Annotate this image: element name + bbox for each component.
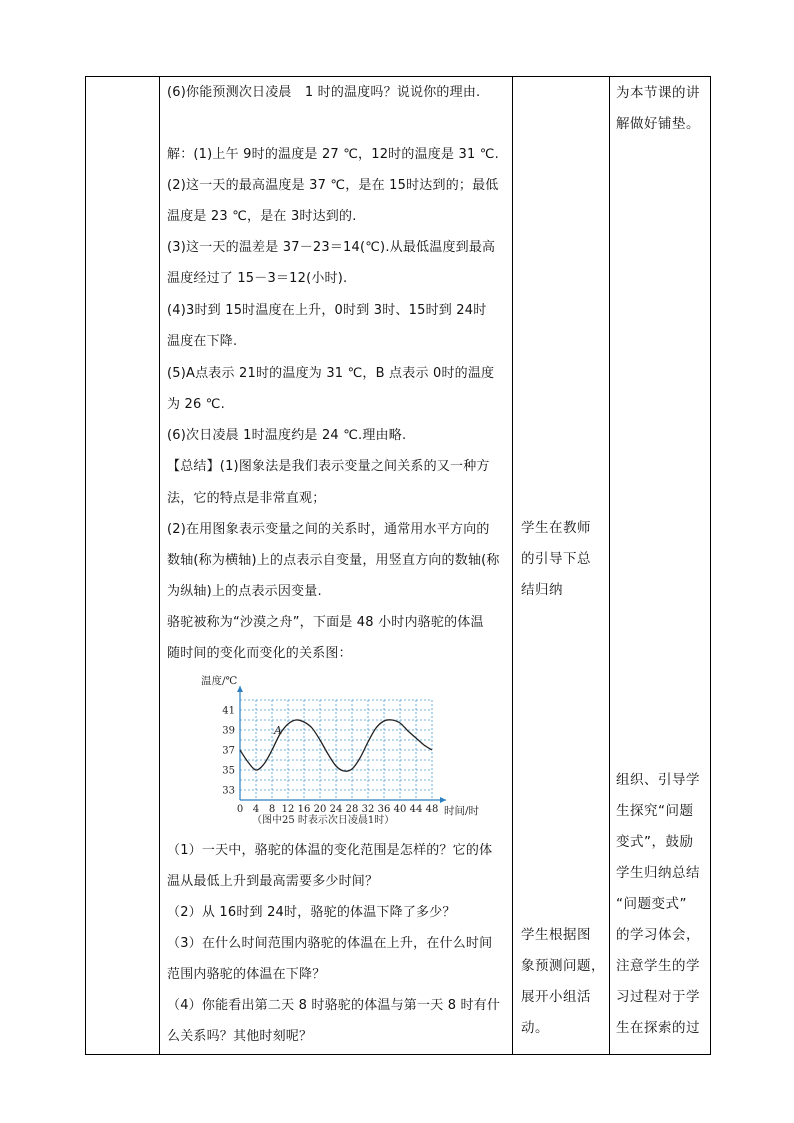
table-top-border [85, 76, 711, 77]
design-line: 的学习体会， [616, 927, 700, 943]
content-line: (6)次日凌晨 1时温度约是 24 ℃.理由略. [167, 428, 407, 443]
content-line: 温度在下降. [167, 334, 238, 349]
summary-line: 为纵轴)上的点表示因变量. [167, 584, 322, 599]
y-tick-label: 33 [222, 785, 235, 797]
design-line: “问题变式” [616, 896, 687, 912]
x-tick-label: 40 [393, 804, 407, 815]
content-line: 温度经过了 15－3＝12(小时). [167, 271, 348, 286]
x-axis-arrow [440, 797, 446, 803]
x-tick-label: 16 [297, 804, 311, 815]
student-activity-summary [521, 513, 613, 606]
y-tick-label: 37 [222, 745, 235, 757]
design-intent-top [616, 78, 708, 140]
col-border-1 [85, 76, 86, 1055]
content-line: (6)你能预测次日凌晨 1 时的温度吗？说说你的理由. [167, 85, 481, 100]
design-line: 学生归纳总结 [616, 865, 700, 881]
x-tick-label: 0 [236, 804, 244, 815]
design-line: 组织、引导学 [616, 772, 700, 788]
question-line: （2）从 16时到 24时，骆驼的体温下降了多少？ [167, 905, 456, 920]
student-line: 展开小组活 [521, 989, 591, 1005]
x-tick-label: 44 [409, 804, 423, 815]
y-axis-arrow [237, 686, 243, 692]
x-tick-label: 20 [313, 804, 327, 815]
y-tick-label: 39 [222, 725, 235, 737]
content-line: (5)A点表示 21时的温度为 31 ℃，B 点表示 0时的温度 [167, 366, 495, 381]
col-border-2 [159, 76, 160, 1055]
y-tick-label: 35 [222, 765, 235, 777]
student-line: 动。 [521, 1020, 549, 1036]
question-line: 范围内骆驼的体温在下降？ [167, 967, 326, 982]
content-line: 温度是 23 ℃，是在 3时达到的. [167, 209, 357, 224]
student-line: 的引导下总 [521, 551, 591, 567]
question-line: 么关系吗？其他时刻呢？ [167, 1029, 313, 1044]
x-tick-label: 24 [329, 804, 343, 815]
point-a-label: A [274, 724, 282, 737]
x-tick-label: 32 [361, 804, 375, 815]
chart-axes [237, 686, 446, 803]
summary-line: 法，它的特点是非常直观； [167, 491, 326, 506]
design-line: 变式”，鼓励 [616, 834, 694, 850]
content-line: 骆驼被称为“沙漠之舟”，下面是 48 小时内骆驼的体温 [167, 615, 484, 630]
content-line: (3)这一天的温差是 37－23＝14(℃).从最低温度到最高 [167, 240, 496, 255]
design-line: 为本节课的讲 [616, 85, 700, 101]
content-line: (2)这一天的最高温度是 37 ℃，是在 15时达到的；最低 [167, 178, 499, 193]
x-tick-label: 28 [345, 804, 359, 815]
content-line: 为 26 ℃. [167, 397, 225, 412]
table-bottom-border [85, 1054, 711, 1055]
design-line: 注意学生的学 [616, 958, 700, 974]
camel-temperature-chart [196, 672, 496, 824]
chart-grid [240, 700, 432, 800]
question-line: （1）一天中，骆驼的体温的变化范围是怎样的？它的体 [167, 843, 493, 858]
y-tick-label: 41 [222, 705, 235, 717]
student-line: 结归纳 [521, 582, 563, 598]
question-line: （4）你能看出第二天 8 时骆驼的体温与第一天 8 时有什 [167, 998, 501, 1013]
summary-line: 【总结】(1)图象法是我们表示变量之间关系的又一种方 [167, 459, 490, 474]
design-line: 习过程对于学 [616, 989, 700, 1005]
content-line: 解：(1)上午 9时的温度是 27 ℃，12时的温度是 31 ℃. [167, 147, 499, 162]
content-line: (4)3时到 15时温度在上升，0时到 3时、15时到 24时 [167, 303, 487, 318]
student-line: 象预测问题， [521, 958, 605, 974]
design-line: 生在探索的过 [616, 1020, 700, 1036]
student-activity-predict [521, 920, 613, 1044]
summary-line: 数轴(称为横轴)上的点表示自变量，用竖直方向的数轴(称 [167, 553, 500, 568]
content-line: 随时间的变化而变化的关系图： [167, 646, 352, 661]
question-line: 温从最低上升到最高需要多少时间？ [167, 874, 379, 889]
summary-line: (2)在用图象表示变量之间的关系时，通常用水平方向的 [167, 522, 490, 537]
x-tick-label: 48 [425, 804, 439, 815]
x-tick-label: 4 [252, 804, 260, 815]
x-tick-label: 8 [268, 804, 276, 815]
question-line: （3）在什么时间范围内骆驼的体温在上升，在什么时间 [167, 936, 493, 951]
x-tick-label: 36 [377, 804, 391, 815]
col-border-5 [710, 76, 711, 1055]
design-line: 生探究“问题 [616, 803, 694, 819]
x-tick-label: 12 [281, 804, 295, 815]
design-intent-bottom [616, 765, 708, 1044]
design-line: 解做好铺垫。 [616, 116, 700, 132]
student-line: 学生根据图 [521, 927, 591, 943]
chart-note: （图中25 时表示次日凌晨1时） [252, 815, 395, 824]
x-axis-label: 时间/时 [444, 805, 480, 817]
y-axis-label: 温度/℃ [201, 675, 238, 687]
col-border-3 [512, 76, 513, 1055]
student-line: 学生在教师 [521, 520, 591, 536]
